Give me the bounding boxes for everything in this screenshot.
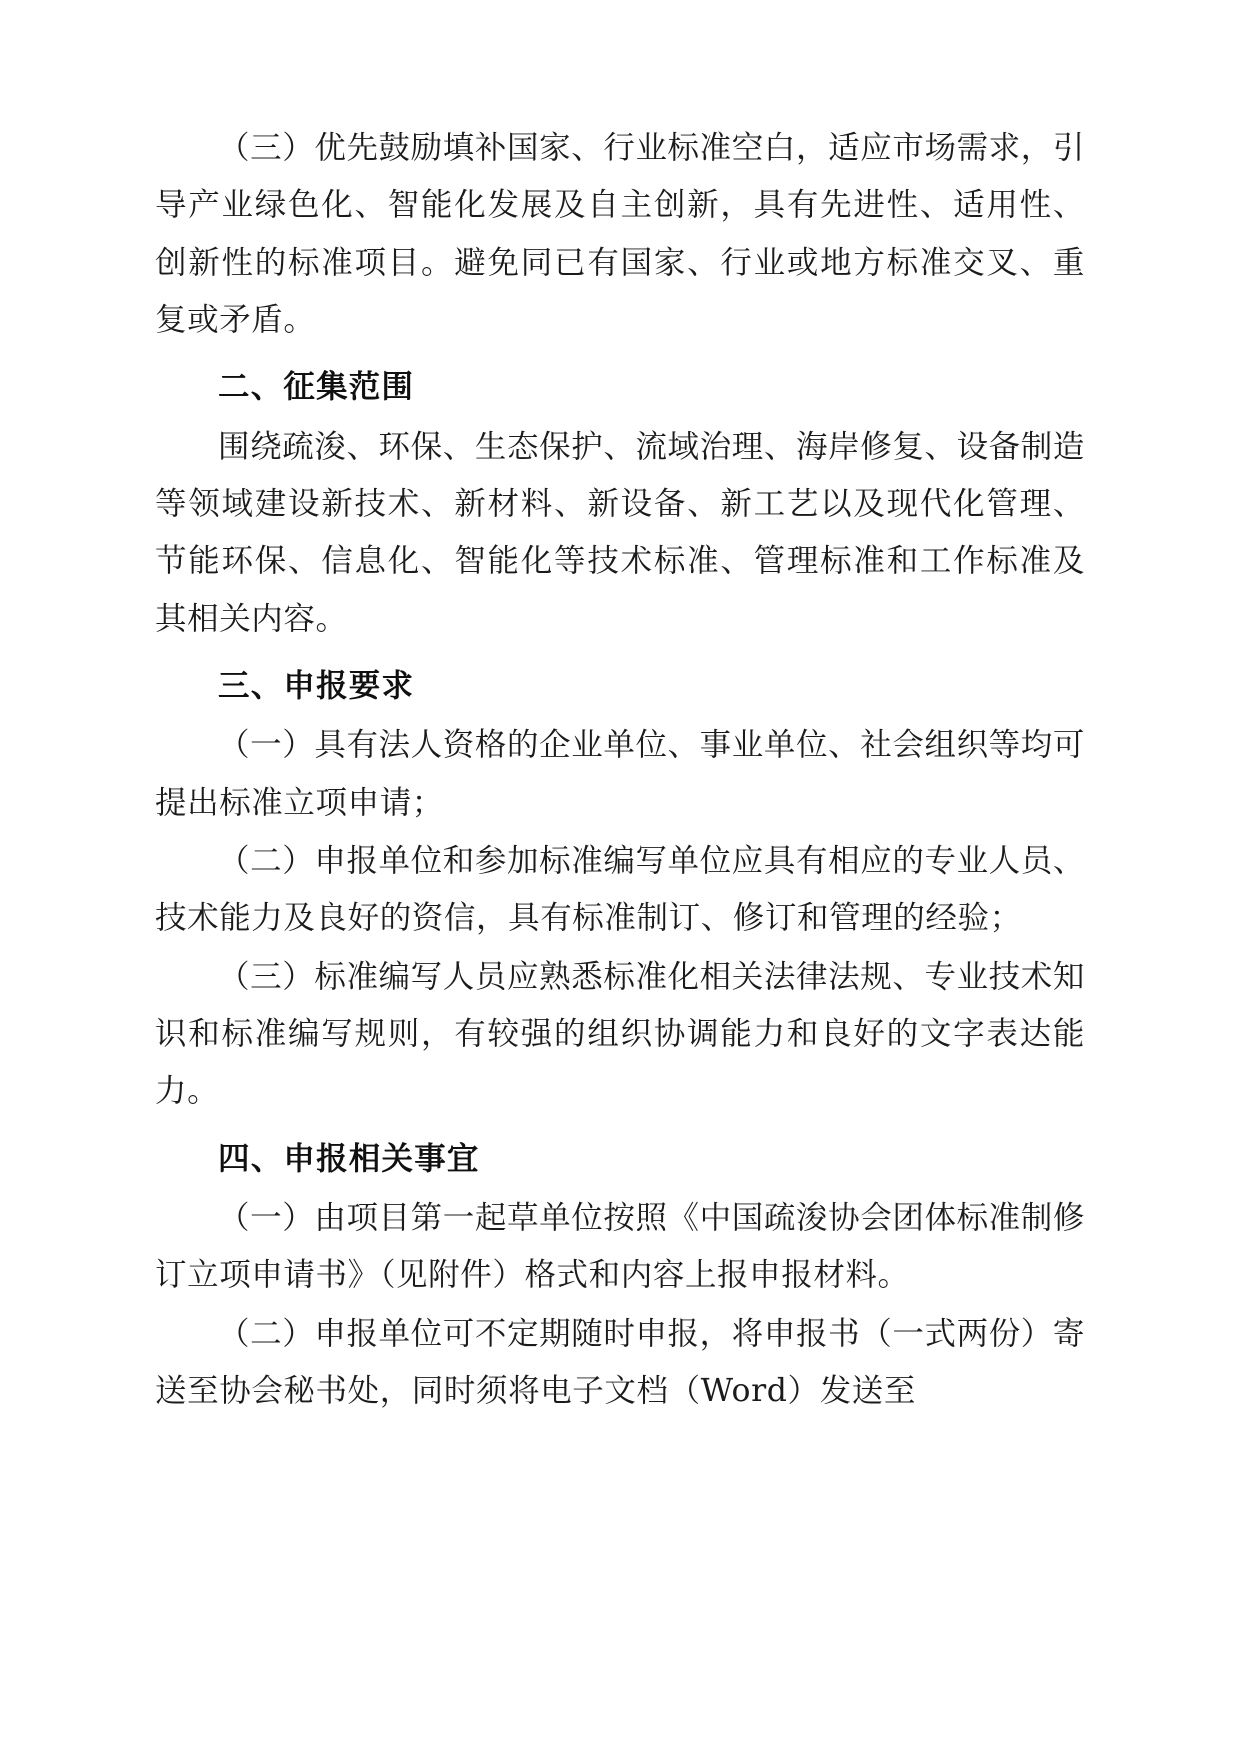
paragraph-matter-one: （一）由项目第一起草单位按照《中国疏浚协会团体标准制修订立项申请书》（见附件）格式和内容上报申报材料。 xyxy=(155,1199,1085,1294)
heading-section-four: 四、申报相关事宜 xyxy=(218,1140,480,1177)
paragraph-requirement-one: （一）具有法人资格的企业单位、事业单位、社会组织等均可提出标准立项申请； xyxy=(155,727,1085,821)
heading-section-three: 三、申报要求 xyxy=(218,667,415,704)
paragraph-requirement-three: （三）标准编写人员应熟悉标准化相关法律法规、专业技术知识和标准编写规则，有较强的组织协调能力和良好的文字表达能力。 xyxy=(155,958,1085,1110)
paragraph-matter-two: （二）申报单位可不定期随时申报，将申报书（一式两份）寄送至协会秘书处，同时须将电子文档（Word）发送至 xyxy=(155,1315,1085,1409)
document-body xyxy=(155,120,1085,1420)
paragraph-principle-three: （三）优先鼓励填补国家、行业标准空白，适应市场需求，引导产业绿色化、智能化发展及自主创新，具有先进性、适用性、创新性的标准项目。避免同已有国家、行业或地方标准交叉、重复或矛盾。 xyxy=(155,130,1085,338)
paragraph-section-two-body: 围绕疏浚、环保、生态保护、流域治理、海岸修复、设备制造等领域建设新技术、新材料、新设备、新工艺以及现代化管理、节能环保、信息化、智能化等技术标准、管理标准和工作标准及其相关内容。 xyxy=(155,428,1085,637)
paragraph-requirement-two: （二）申报单位和参加标准编写单位应具有相应的专业人员、技术能力及良好的资信，具有标准制订、修订和管理的经验； xyxy=(155,842,1085,937)
heading-section-two: 二、征集范围 xyxy=(218,369,415,406)
